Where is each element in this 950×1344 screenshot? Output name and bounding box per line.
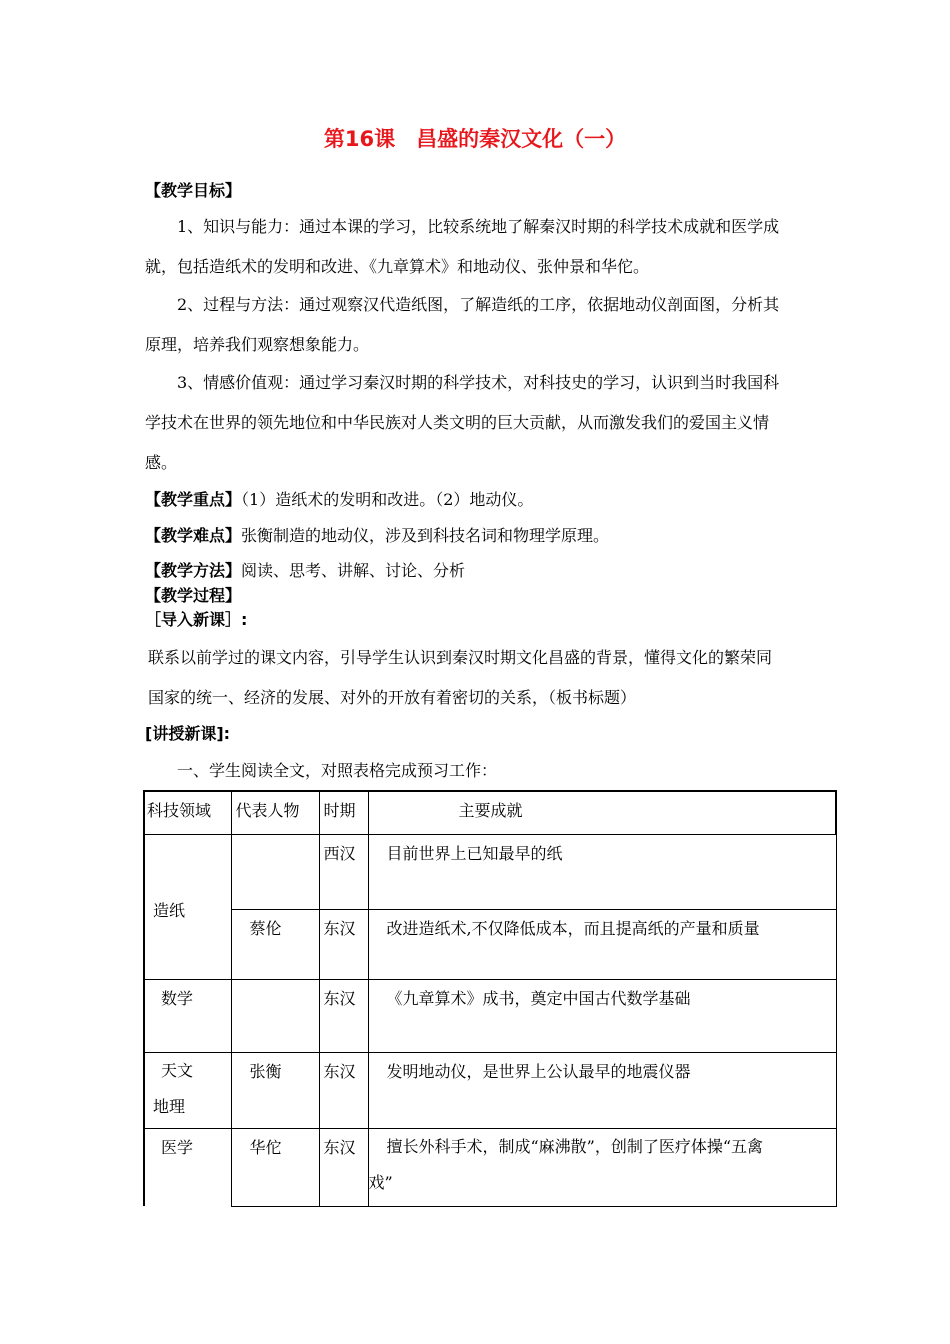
cell-field: 造纸 [144, 834, 231, 979]
header-achievement: 主要成就 [368, 791, 836, 834]
table-row [144, 979, 836, 1052]
difficulties-text: 张衡制造的地动仪，涉及到科技名词和物理学原理。 [241, 526, 610, 545]
intro-heading: ［导入新课］: [145, 610, 248, 629]
table-row [144, 834, 836, 909]
objective-2-line-1: 2、过程与方法：通过观察汉代造纸图，了解造纸的工序，依据地动仪剖面图，分析其 [177, 295, 780, 314]
cell-period: 西汉 [319, 834, 368, 909]
page-title: 第16课 昌盛的秦汉文化（一） [323, 127, 627, 151]
cell-field-line-1: 天文 [161, 1060, 194, 1080]
cell-achievement [368, 1128, 836, 1206]
cell-person [231, 834, 319, 909]
lecture-step-1: 一、学生阅读全文，对照表格完成预习工作： [177, 761, 498, 780]
intro-line-1: 联系以前学过的课文内容，引导学生认识到秦汉时期文化昌盛的背景，懂得文化的繁荣同 [148, 648, 773, 667]
cell-achievement-line-2: 戏” [368, 1172, 393, 1192]
methods-heading: 【教学方法】 [145, 561, 242, 580]
objective-3-line-1: 3、情感价值观：通过学习秦汉时期的科学技术，对科技史的学习，认识到当时我国科 [177, 373, 780, 392]
cell-period: 东汉 [319, 1052, 368, 1128]
cell-achievement: 目前世界上已知最早的纸 [368, 834, 836, 909]
cell-field [144, 1052, 231, 1128]
difficulties-heading: 【教学难点】 [145, 526, 242, 545]
lecture-heading: [讲授新课]: [145, 724, 231, 743]
table-row [144, 1052, 836, 1128]
table-row [144, 909, 836, 979]
cell-person: 华佗 [231, 1128, 319, 1206]
header-field: 科技领域 [144, 791, 231, 834]
objective-2-line-2: 原理，培养我们观察想象能力。 [145, 335, 370, 354]
process-heading: 【教学过程】 [145, 586, 242, 605]
cell-field: 数学 [144, 979, 231, 1052]
cell-field: 医学 [144, 1128, 231, 1206]
cell-person: 张衡 [231, 1052, 319, 1128]
cell-period: 东汉 [319, 1128, 368, 1206]
cell-period: 东汉 [319, 909, 368, 979]
cell-person [231, 979, 319, 1052]
objective-1-line-1: 1、知识与能力：通过本课的学习，比较系统地了解秦汉时期的科学技术成就和医学成 [177, 217, 780, 236]
difficulties-row [145, 523, 609, 546]
objective-3-line-2: 学技术在世界的领先地位和中华民族对人类文明的巨大贡献，从而激发我们的爱国主义情 [145, 413, 770, 432]
cell-achievement-line-1: 擅长外科手术，制成“麻沸散”，创制了医疗体操“五禽 [386, 1136, 764, 1156]
objective-1-line-2: 就，包括造纸术的发明和改进、《九章算术》和地动仪、张仲景和华佗。 [145, 257, 650, 276]
cell-achievement: 改进造纸术,不仅降低成本，而且提高纸的产量和质量 [368, 909, 836, 979]
table-row [144, 1128, 836, 1206]
table-header-row [144, 791, 836, 834]
key-points-row [145, 487, 533, 510]
objectives-heading: 【教学目标】 [145, 181, 242, 200]
cell-achievement: 发明地动仪，是世界上公认最早的地震仪器 [368, 1052, 836, 1128]
objective-3-line-3: 感。 [145, 453, 178, 472]
cell-period: 东汉 [319, 979, 368, 1052]
header-person: 代表人物 [231, 791, 319, 834]
methods-row [145, 558, 465, 581]
cell-field-line-2: 地理 [153, 1096, 186, 1116]
science-achievements-table [143, 790, 837, 1207]
cell-person: 蔡伦 [231, 909, 319, 979]
key-points-text: （1）造纸术的发明和改进。（2）地动仪。 [241, 490, 534, 509]
key-points-heading: 【教学重点】 [145, 490, 242, 509]
methods-text: 阅读、思考、讲解、讨论、分析 [241, 561, 466, 580]
header-period: 时期 [319, 791, 368, 834]
cell-achievement: 《九章算术》成书，奠定中国古代数学基础 [368, 979, 836, 1052]
intro-line-2: 国家的统一、经济的发展、对外的开放有着密切的关系，（板书标题） [148, 688, 637, 707]
